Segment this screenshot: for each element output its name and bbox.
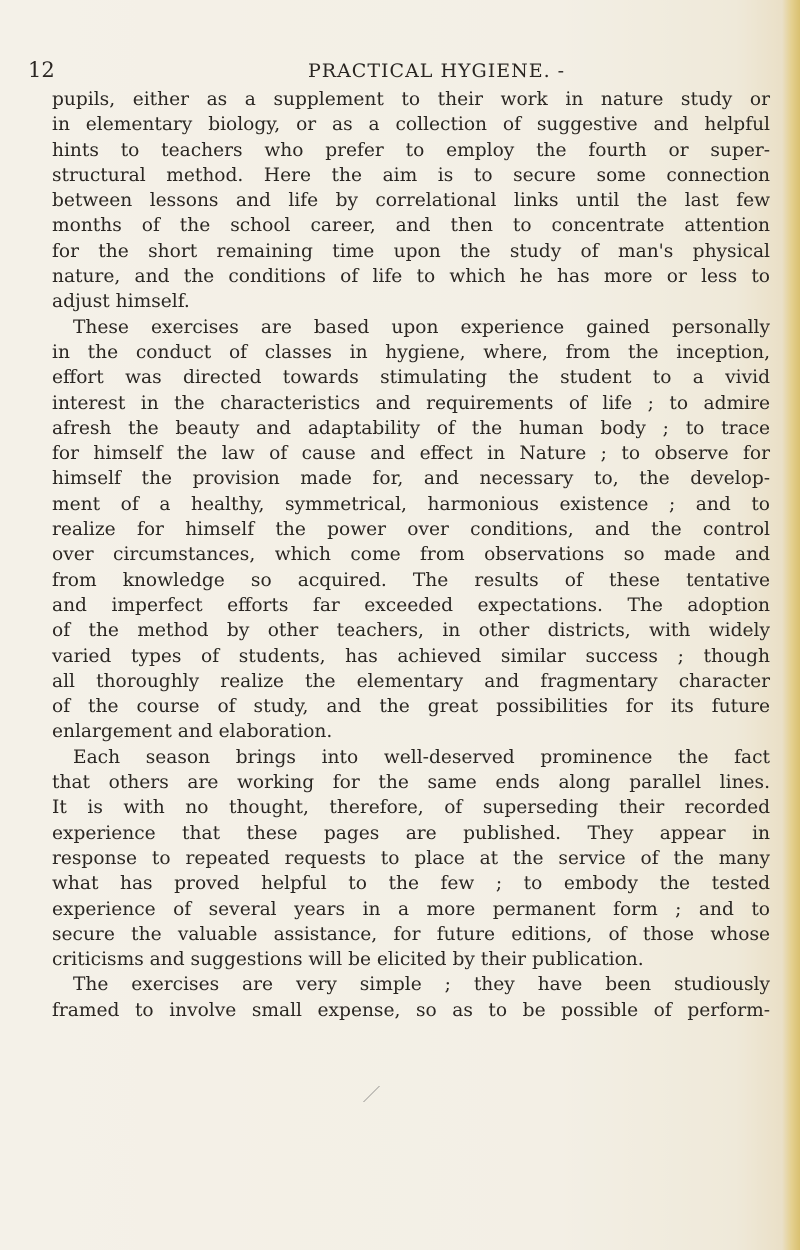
text-line: from knowledge so acquired. The results of these tentative bbox=[52, 569, 770, 591]
text-line: structural method. Here the aim is to secure some connection bbox=[52, 164, 770, 186]
text-line: interest in the characteristics and requirements of life ; to admire bbox=[52, 392, 770, 414]
text-line: nature, and the conditions of life to which he has more or less to bbox=[52, 266, 770, 288]
text-line: effort was directed towards stimulating the student to a vivid bbox=[52, 367, 770, 389]
text-line: months of the school career, and then to concentrate attention bbox=[52, 215, 770, 237]
text-line: afresh the beauty and adaptability of the human body ; to trace bbox=[52, 417, 770, 439]
text-line: The exercises are very simple ; they have been studiously bbox=[73, 974, 770, 996]
body-text bbox=[52, 87, 770, 1023]
text-line: for himself the law of cause and effect in Nature ; to observe for bbox=[52, 443, 770, 465]
text-line: of the course of study, and the great possibilities for its future bbox=[52, 696, 770, 718]
pencil-mark bbox=[363, 1086, 390, 1102]
text-line: varied types of students, has achieved similar success ; though bbox=[52, 645, 770, 667]
text-line: response to repeated requests to place at the service of the many bbox=[52, 847, 770, 869]
text-line: in the conduct of classes in hygiene, where, from the inception, bbox=[52, 341, 770, 363]
text-line: and imperfect efforts far exceeded expectations. The adoption bbox=[52, 594, 770, 616]
text-line: in elementary biology, or as a collection of suggestive and helpful bbox=[52, 114, 770, 136]
text-line: for the short remaining time upon the study of man's physical bbox=[52, 240, 770, 262]
text-line: secure the valuable assistance, for future editions, of those whose bbox=[52, 923, 770, 945]
text-line: himself the provision made for, and necessary to, the develop- bbox=[52, 468, 770, 490]
running-title: PRACTICAL HYGIENE. - bbox=[308, 60, 566, 82]
text-line: Each season brings into well-deserved prominence the fact bbox=[73, 746, 770, 768]
text-line: criticisms and suggestions will be elicited by their publication. bbox=[52, 949, 644, 971]
text-line: over circumstances, which come from observations so made and bbox=[52, 544, 770, 566]
text-line: enlargement and elaboration. bbox=[52, 721, 333, 743]
text-line: realize for himself the power over conditions, and the control bbox=[52, 519, 770, 541]
text-line: between lessons and life by correlational links until the last few bbox=[52, 190, 770, 212]
running-head bbox=[0, 58, 800, 88]
text-line: what has proved helpful to the few ; to embody the tested bbox=[52, 873, 770, 895]
page-number: 12 bbox=[28, 58, 55, 82]
text-line: of the method by other teachers, in other districts, with widely bbox=[52, 620, 770, 642]
text-line: pupils, either as a supplement to their work in nature study or bbox=[52, 89, 770, 110]
text-line: hints to teachers who prefer to employ the fourth or super- bbox=[52, 139, 770, 161]
text-line: experience that these pages are published. They appear in bbox=[52, 822, 770, 844]
text-line: that others are working for the same ends along parallel lines. bbox=[52, 772, 770, 794]
page-edge bbox=[782, 0, 800, 1250]
text-line: ment of a healthy, symmetrical, harmonious existence ; and to bbox=[52, 493, 770, 515]
text-line: These exercises are based upon experience gained personally bbox=[73, 316, 770, 338]
text-line: experience of several years in a more permanent form ; and to bbox=[52, 898, 770, 920]
text-line: adjust himself. bbox=[52, 291, 190, 313]
text-line: all thoroughly realize the elementary and fragmentary character bbox=[52, 670, 770, 692]
text-line: It is with no thought, therefore, of superseding their recorded bbox=[52, 797, 770, 819]
text-line: framed to involve small expense, so as to be possible of perform- bbox=[52, 999, 770, 1021]
